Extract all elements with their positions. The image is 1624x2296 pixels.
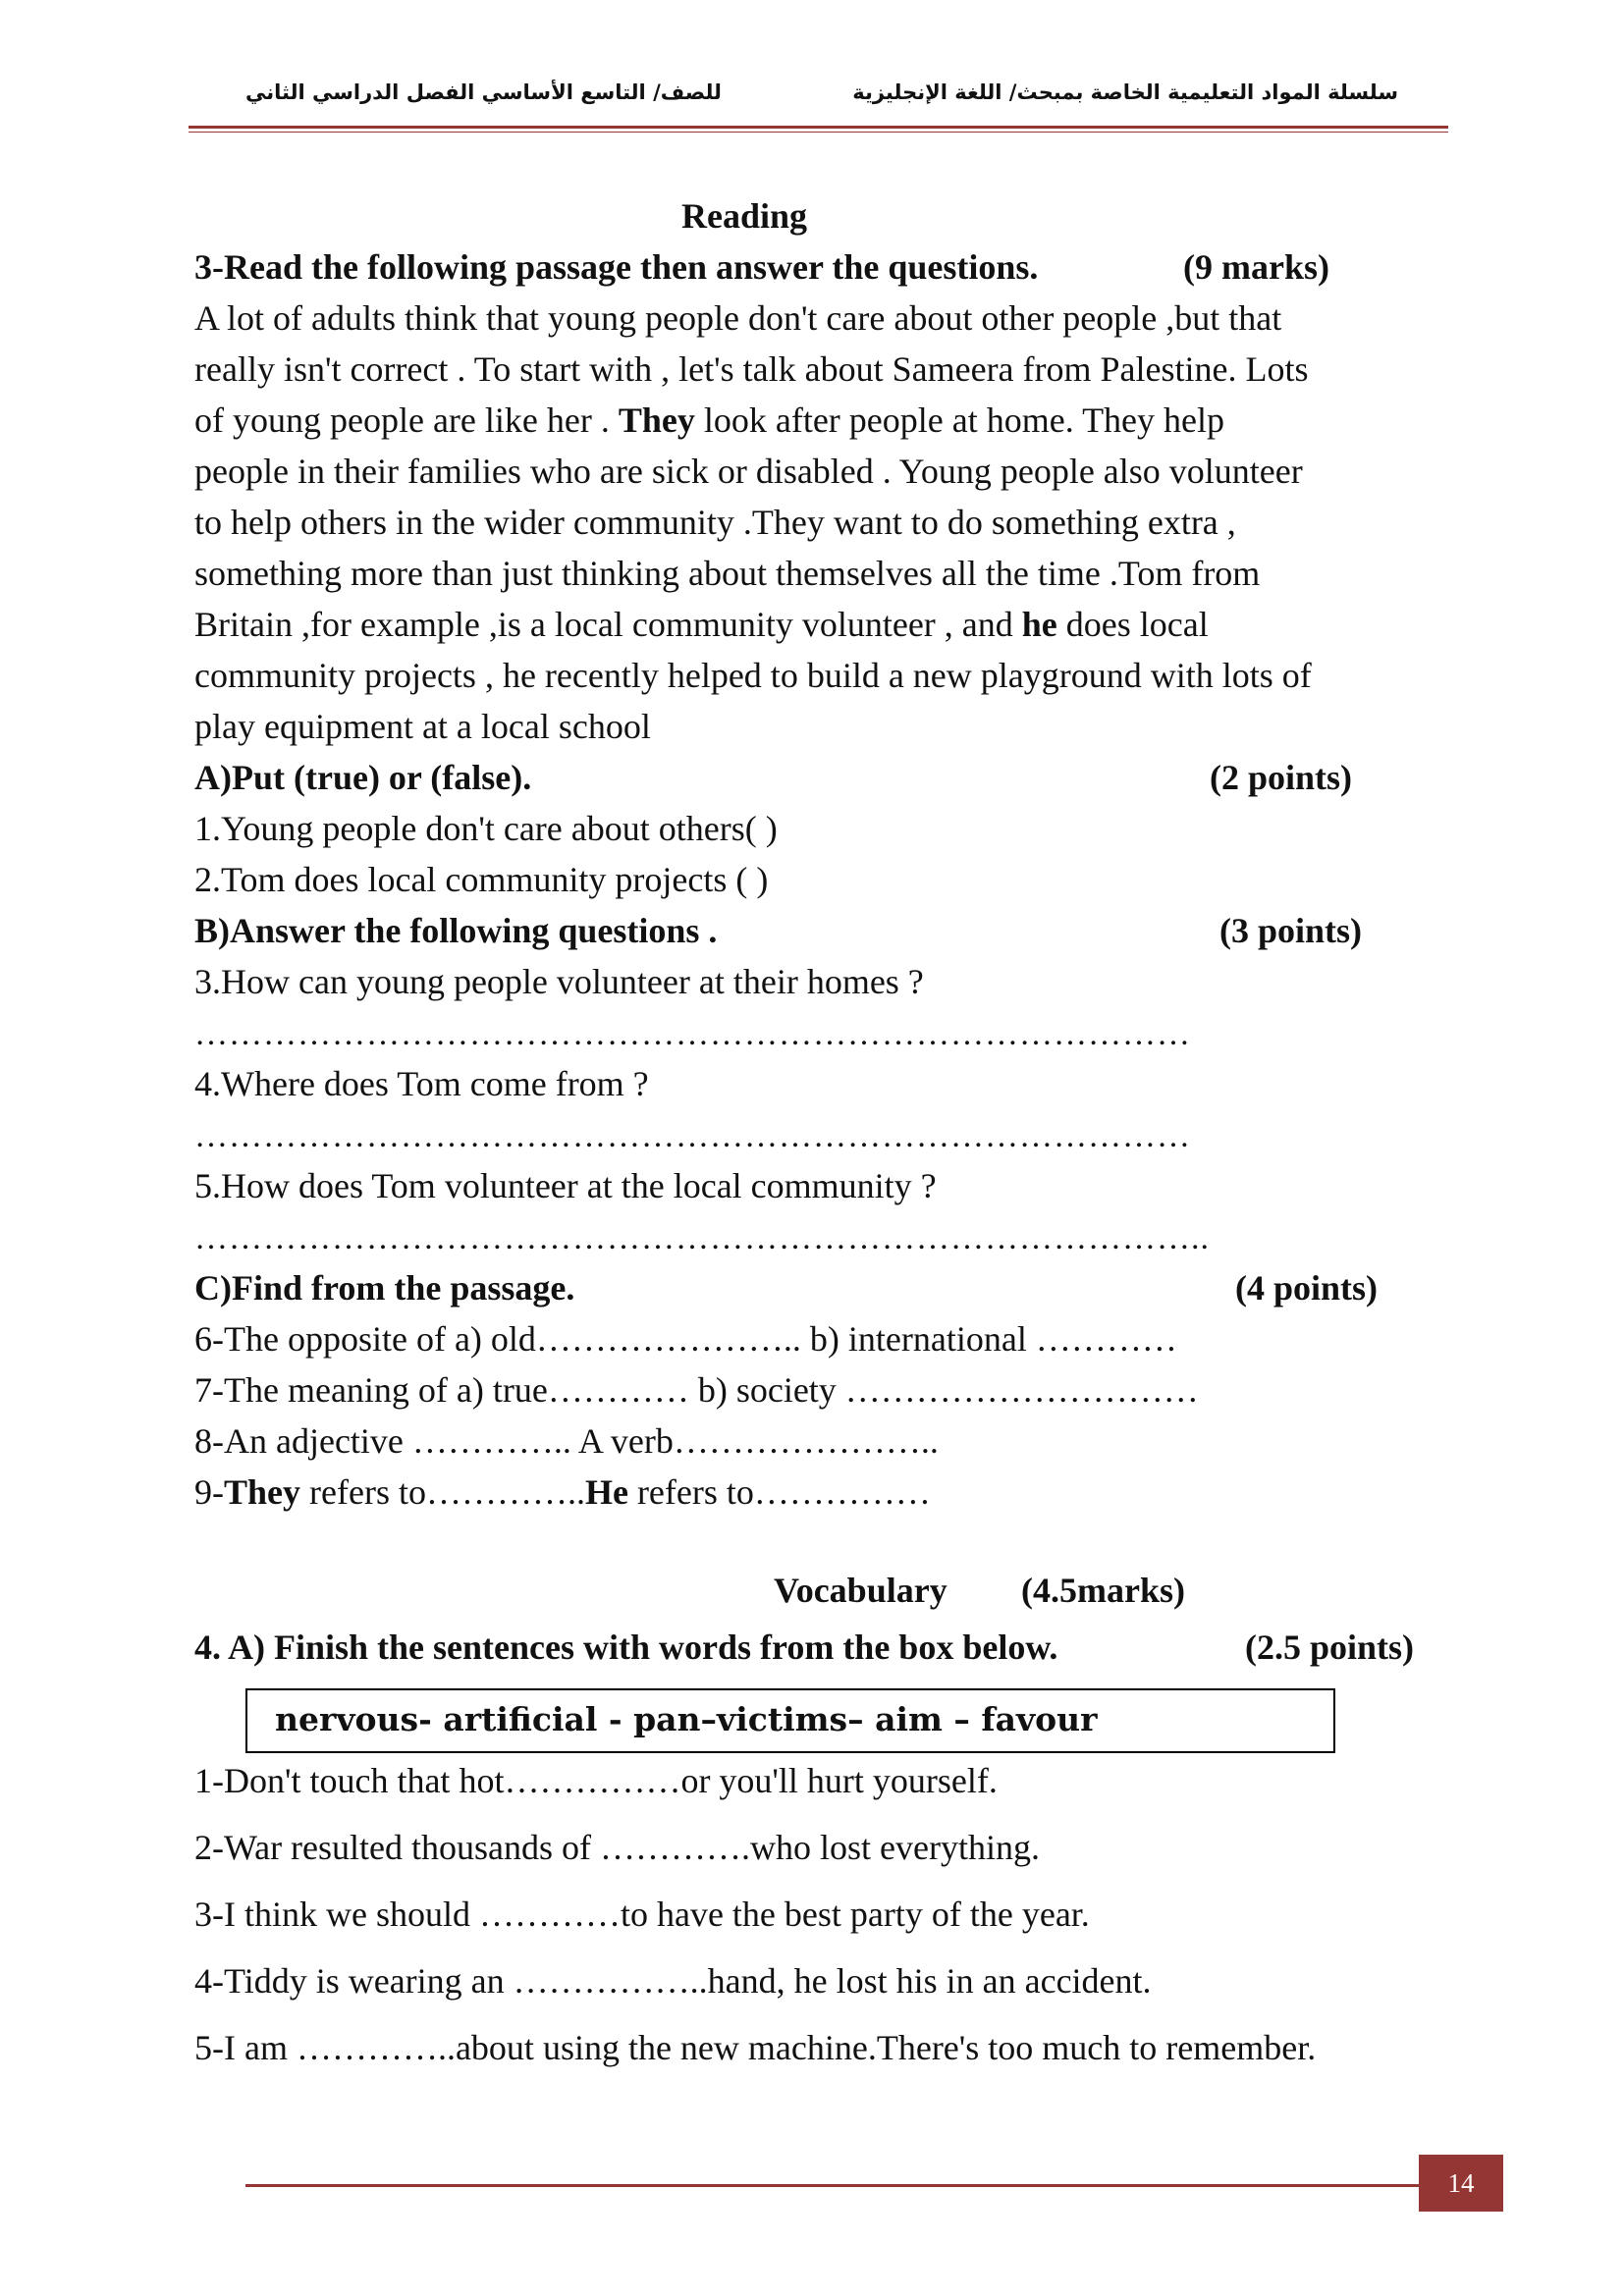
vocabulary-sentence: 4-Tiddy is wearing an ……………..hand, he lost his in an accident. <box>194 1961 1152 2001</box>
part-a-heading: A)Put (true) or (false). <box>194 758 532 797</box>
passage-line <box>194 603 1209 646</box>
page-number: 14 <box>1419 2155 1503 2212</box>
passage-line <box>194 399 1224 442</box>
header-divider <box>189 126 1448 129</box>
true-false-item: 1.Young people don't care about others( ) <box>194 809 778 848</box>
reading-instruction: 3-Read the following passage then answer the questions. <box>194 247 1039 287</box>
passage-bold-they: They <box>618 400 695 440</box>
vocabulary-points: (2.5 points) <box>1245 1628 1415 1667</box>
vocabulary-sentence: 2-War resulted thousands of ………….who lost everything. <box>194 1828 1040 1867</box>
passage-line: A lot of adults think that young people don't care about other people ,but that <box>194 298 1282 338</box>
part-c-points: (4 points) <box>1235 1268 1379 1308</box>
passage-text: Britain ,for example ,is a local community volunteer , and <box>194 605 1022 644</box>
true-false-item: 2.Tom does local community projects ( ) <box>194 860 769 899</box>
header-divider-thin <box>189 132 1448 133</box>
passage-line: really isn't correct . To start with , let's talk about Sameera from Palestine. Lots <box>194 349 1309 389</box>
vocabulary-marks: (4.5marks) <box>1021 1571 1185 1610</box>
answer-line: …………………………………………………………………………… <box>194 1016 1191 1052</box>
vocabulary-sentence: 1-Don't touch that hot……………or you'll hurt yourself. <box>194 1761 998 1800</box>
question: 3.How can young people volunteer at their homes ? <box>194 962 924 1001</box>
find-text: refers to………….. <box>300 1472 585 1512</box>
passage-line: community projects , he recently helped to build a new playground with lots of <box>194 656 1312 695</box>
part-b-points: (3 points) <box>1219 911 1363 950</box>
answer-line: …………………………………………………………………………… <box>194 1118 1191 1154</box>
find-text: 9- <box>194 1472 224 1512</box>
passage-line: play equipment at a local school <box>194 707 651 746</box>
answer-line: …………………………………………………………………………….. <box>194 1220 1210 1256</box>
header-grade: للصف/ التاسع الأساسي الفصل الدراسي الثاني <box>245 80 722 104</box>
passage-text: does local <box>1056 605 1209 644</box>
find-bold-he: He <box>584 1472 628 1512</box>
passage-text: look after people at home. They help <box>694 400 1225 440</box>
question: 4.Where does Tom come from ? <box>194 1064 649 1103</box>
reading-title: Reading <box>680 196 808 236</box>
vocabulary-title: Vocabulary <box>774 1571 947 1610</box>
question: 5.How does Tom volunteer at the local community ? <box>194 1166 937 1205</box>
passage-text: of young people are like her . <box>194 400 619 440</box>
find-item: 7-The meaning of a) true………… b) society ………………………… <box>194 1370 1199 1410</box>
vocabulary-sentence: 3-I think we should …………to have the best party of the year. <box>194 1895 1090 1934</box>
word-box <box>245 1688 1335 1753</box>
find-item <box>194 1470 931 1514</box>
reading-marks: (9 marks) <box>1183 247 1329 287</box>
vocabulary-sentence: 5-I am …………..about using the new machine.There's too much to remember. <box>194 2028 1317 2067</box>
word-box-words: nervous- artificial - pan–victims– aim – favour <box>275 1700 1098 1738</box>
vocabulary-instruction: 4. A) Finish the sentences with words from the box below. <box>194 1628 1058 1667</box>
footer-divider <box>245 2184 1419 2187</box>
passage-line: to help others in the wider community .They want to do something extra , <box>194 503 1236 542</box>
part-a-points: (2 points) <box>1210 758 1353 797</box>
part-b-heading: B)Answer the following questions . <box>194 911 718 950</box>
find-text: refers to…………… <box>627 1472 931 1512</box>
header-subject: سلسلة المواد التعليمية الخاصة بمبحث/ اللغة الإنجليزية <box>852 80 1398 104</box>
find-item: 8-An adjective ………….. A verb………………….. <box>194 1421 939 1461</box>
passage-line: people in their families who are sick or disabled . Young people also volunteer <box>194 452 1303 491</box>
passage-bold-he: he <box>1021 605 1057 644</box>
part-c-heading: C)Find from the passage. <box>194 1268 575 1308</box>
find-item: 6-The opposite of a) old………………….. b) international ………… <box>194 1319 1177 1359</box>
passage-line: something more than just thinking about themselves all the time .Tom from <box>194 554 1261 593</box>
find-bold-they: They <box>224 1472 301 1512</box>
